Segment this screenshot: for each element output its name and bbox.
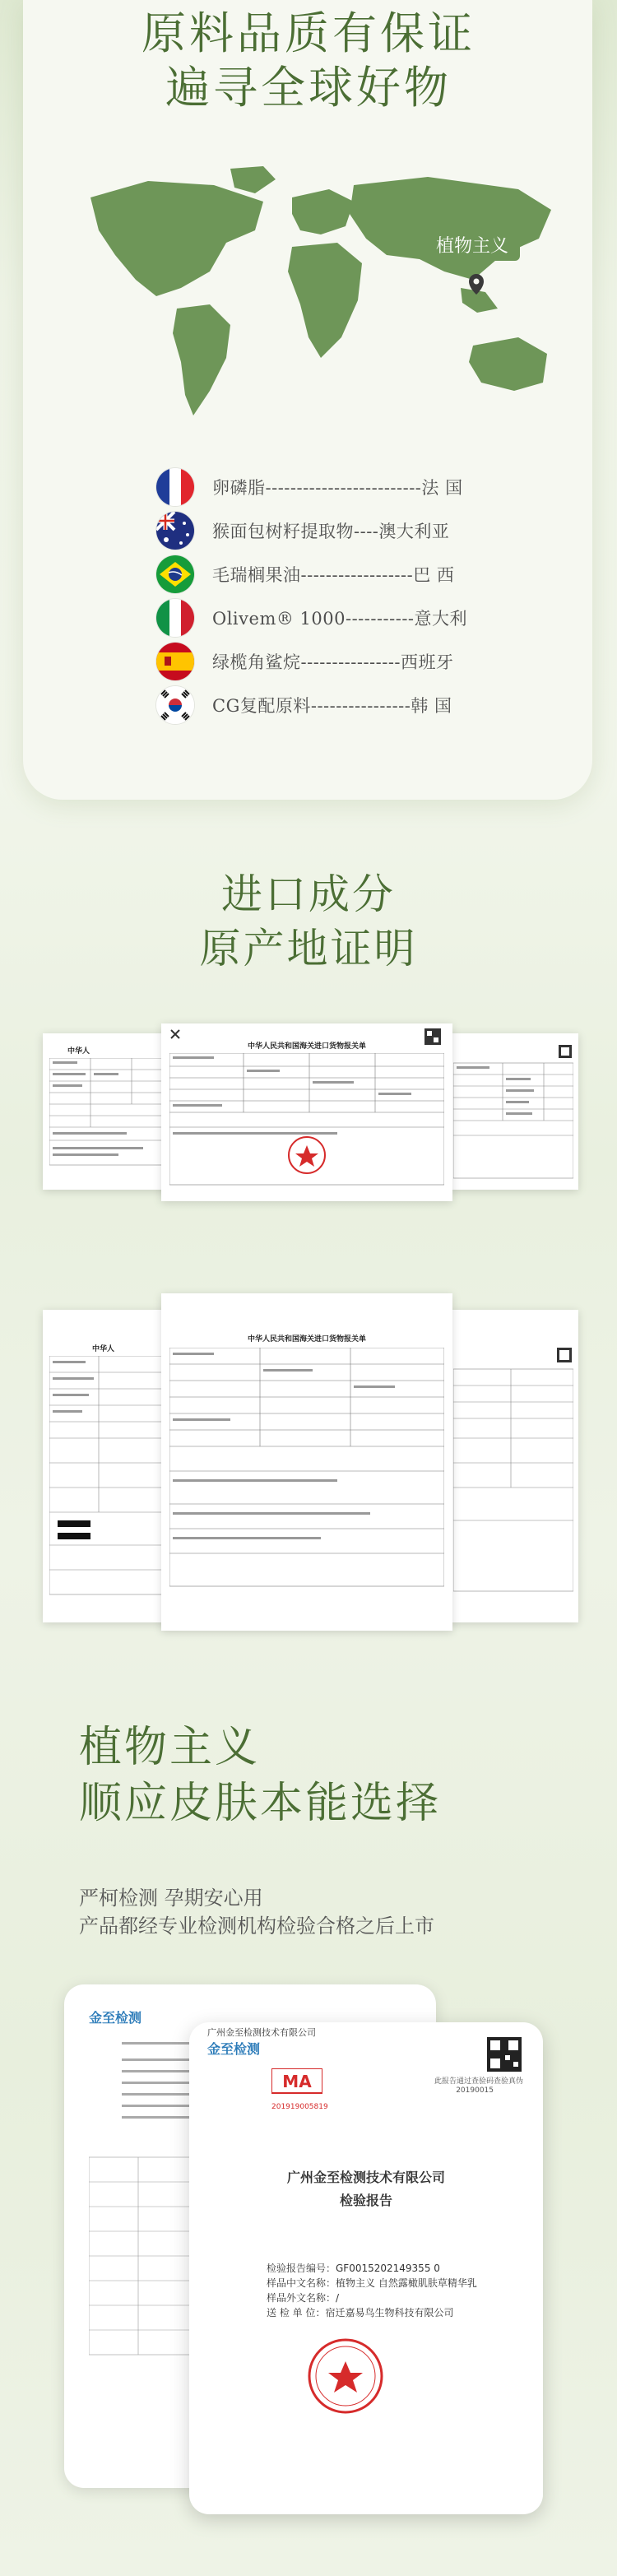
doc-form-lines	[453, 1348, 573, 1611]
south-america-shape	[173, 304, 230, 415]
doc-form-lines	[49, 1356, 178, 1611]
section2-title-line2: 原产地证明	[199, 925, 418, 972]
doc-title: 中华人民共和国海关进口货物报关单	[247, 1335, 366, 1344]
section2-title-line1: 进口成分	[221, 870, 396, 918]
customs-document-right-2	[448, 1310, 578, 1622]
france-flag-icon	[156, 468, 194, 506]
customs-document-left-2	[43, 1310, 181, 1622]
origin-text: 绿榄角鲨烷----------------西班牙	[212, 652, 454, 672]
doc-form-lines	[49, 1058, 174, 1181]
report-number: 检验报告编号：GF0015202149355 0	[267, 2263, 440, 2274]
cma-number: 201919005819	[271, 2103, 328, 2111]
section1-title-line1: 原料品质有保证	[141, 7, 476, 59]
report-qr-code-number: 20190015	[456, 2086, 494, 2095]
section3-desc-line2: 产品都经专业检测机构检验合格之后上市	[79, 1915, 434, 1938]
report-header: 广州金至检测技术有限公司	[207, 2027, 316, 2038]
origin-text: 卵磷脂-------------------------法 国	[212, 477, 463, 498]
origin-row	[156, 639, 485, 683]
report-sample-name: 样品中文名称：植物主义 自然露橄肌肤草精华乳	[267, 2277, 477, 2289]
doc-form-lines	[169, 1053, 444, 1196]
section1-title-line2: 遍寻全球好物	[165, 62, 452, 114]
origin-row	[156, 596, 485, 639]
customs-document-main-2	[161, 1293, 452, 1631]
cma-certification-icon	[271, 2068, 322, 2101]
origin-text: 毛瑞榈果油------------------巴 西	[212, 564, 455, 585]
origin-row	[156, 683, 485, 726]
report-front-page	[189, 2022, 543, 2514]
doc-form-lines	[453, 1045, 573, 1185]
tool-icon	[169, 1028, 188, 1040]
doc-title: 中华人民共和国海关进口货物报关单	[247, 1042, 366, 1051]
map-pin-label: 植物主义	[424, 229, 520, 261]
brazil-flag-icon	[156, 555, 194, 593]
qr-code-icon	[424, 1028, 441, 1045]
section3-title-line1: 植物主义	[79, 1723, 261, 1772]
report-title: 检验报告	[339, 2193, 392, 2208]
official-seal-icon	[304, 2335, 387, 2417]
origin-list	[156, 465, 485, 726]
section3-title-line2: 顺应皮肤本能选择	[79, 1779, 442, 1828]
origin-text: 猴面包树籽提取物----澳大利亚	[212, 521, 450, 541]
europe-shape	[292, 189, 354, 234]
doc-title: 中华人	[67, 1047, 90, 1056]
report-brand-logo: 金至检测	[89, 2010, 142, 2026]
spain-flag-icon	[156, 643, 194, 680]
report-sender: 送 检 单 位：宿迁嘉易鸟生物科技有限公司	[267, 2307, 454, 2318]
customs-document-left	[43, 1033, 181, 1190]
australia-flag-icon	[156, 512, 194, 550]
origin-row	[156, 508, 485, 552]
svg-text:MA: MA	[282, 2072, 312, 2091]
origin-row	[156, 465, 485, 508]
qr-code-icon	[487, 2037, 522, 2072]
doc-title: 中华人	[92, 1345, 115, 1353]
doc-form-lines	[169, 1348, 444, 1622]
africa-shape	[288, 243, 362, 358]
report-company-name: 广州金至检测技术有限公司	[286, 2170, 445, 2185]
origin-row	[156, 552, 485, 596]
world-map	[58, 165, 568, 436]
report-qr-note: 此报告通过查验码查验真伪	[434, 2077, 523, 2086]
section3-desc-line1: 严柯检测 孕期安心用	[79, 1887, 263, 1910]
origin-text: CG复配原料----------------韩 国	[212, 695, 452, 716]
korea-flag-icon	[156, 686, 194, 724]
customs-document-right	[448, 1033, 578, 1190]
report-brand-logo: 金至检测	[207, 2041, 261, 2057]
north-america-shape	[90, 181, 263, 296]
southeast-asia-shape	[461, 288, 498, 313]
customs-document-main	[161, 1023, 452, 1201]
australia-shape	[469, 337, 547, 391]
report-sample-en-name: 样品外文名称：/	[267, 2292, 340, 2304]
origin-text: Olivem® 1000-----------意大利	[212, 608, 468, 629]
italy-flag-icon	[156, 599, 194, 637]
greenland-shape	[230, 166, 276, 193]
